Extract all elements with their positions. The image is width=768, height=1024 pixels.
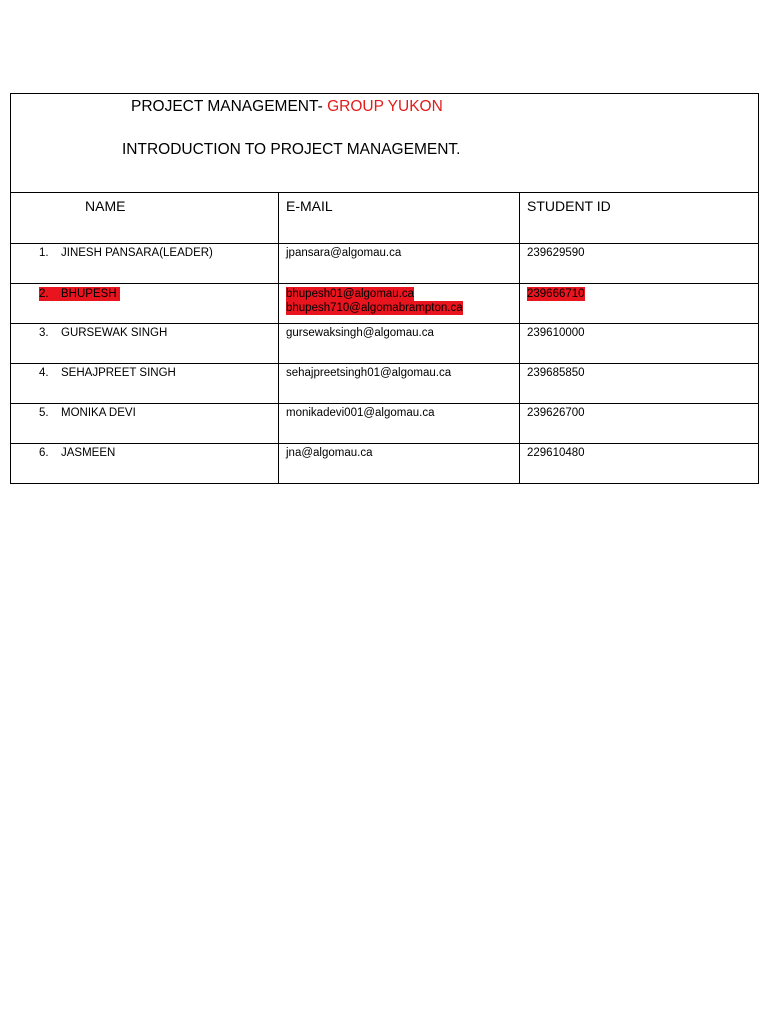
title-prefix: PROJECT MANAGEMENT- — [131, 98, 323, 115]
column-header-email: E-MAIL — [279, 193, 520, 244]
column-header-student-id: STUDENT ID — [520, 193, 759, 244]
id-cell — [520, 444, 759, 484]
name-cell — [11, 404, 279, 444]
table-row-highlighted — [11, 284, 759, 324]
row-number: 1. — [39, 247, 49, 259]
row-number: 3. — [39, 327, 49, 339]
student-email: bhupesh01@algomau.ca — [286, 288, 415, 300]
email-cell — [279, 284, 520, 324]
student-name: GURSEWAK SINGH — [61, 327, 168, 339]
student-table — [10, 93, 759, 484]
header-row — [11, 193, 759, 244]
id-cell — [520, 244, 759, 284]
email-cell — [279, 244, 520, 284]
name-cell — [11, 244, 279, 284]
student-name: JASMEEN — [61, 447, 116, 459]
id-cell — [520, 364, 759, 404]
student-email-secondary: bhupesh710@algomabrampton.ca — [286, 302, 463, 314]
column-header-name: NAME — [11, 193, 279, 244]
student-email: monikadevi001@algomau.ca — [286, 407, 435, 419]
name-cell — [11, 324, 279, 364]
table-row — [11, 444, 759, 484]
id-cell — [520, 404, 759, 444]
student-id: 239685850 — [527, 367, 585, 379]
row-number: 5. — [39, 407, 49, 419]
email-cell — [279, 324, 520, 364]
name-cell — [11, 364, 279, 404]
student-name: MONIKA DEVI — [61, 407, 136, 419]
document-subtitle: INTRODUCTION TO PROJECT MANAGEMENT. — [122, 141, 461, 158]
student-id: 239666710 — [527, 288, 585, 300]
email-cell — [279, 364, 520, 404]
title-cell — [11, 94, 759, 193]
row-number: 2. — [39, 288, 49, 300]
student-email: jna@algomau.ca — [286, 447, 373, 459]
email-cell — [279, 404, 520, 444]
table-row — [11, 364, 759, 404]
student-id: 239610000 — [527, 327, 585, 339]
id-cell — [520, 324, 759, 364]
name-cell — [11, 444, 279, 484]
student-email: jpansara@algomau.ca — [286, 247, 402, 259]
row-number: 4. — [39, 367, 49, 379]
table-row — [11, 324, 759, 364]
student-id: 239629590 — [527, 247, 585, 259]
student-id: 239626700 — [527, 407, 585, 419]
group-name: GROUP YUKON — [327, 98, 443, 115]
student-id: 229610480 — [527, 447, 585, 459]
student-email: gursewaksingh@algomau.ca — [286, 327, 434, 339]
student-name: JINESH PANSARA(LEADER) — [61, 247, 213, 259]
student-email: sehajpreetsingh01@algomau.ca — [286, 367, 452, 379]
student-name: SEHAJPREET SINGH — [61, 367, 176, 379]
student-name: BHUPESH — [61, 288, 117, 300]
name-cell — [11, 284, 279, 324]
table-row — [11, 404, 759, 444]
table-row — [11, 244, 759, 284]
document-title — [131, 98, 443, 116]
title-row — [11, 94, 759, 193]
id-cell — [520, 284, 759, 324]
email-cell — [279, 444, 520, 484]
row-number: 6. — [39, 447, 49, 459]
highlighted-name — [39, 287, 120, 301]
